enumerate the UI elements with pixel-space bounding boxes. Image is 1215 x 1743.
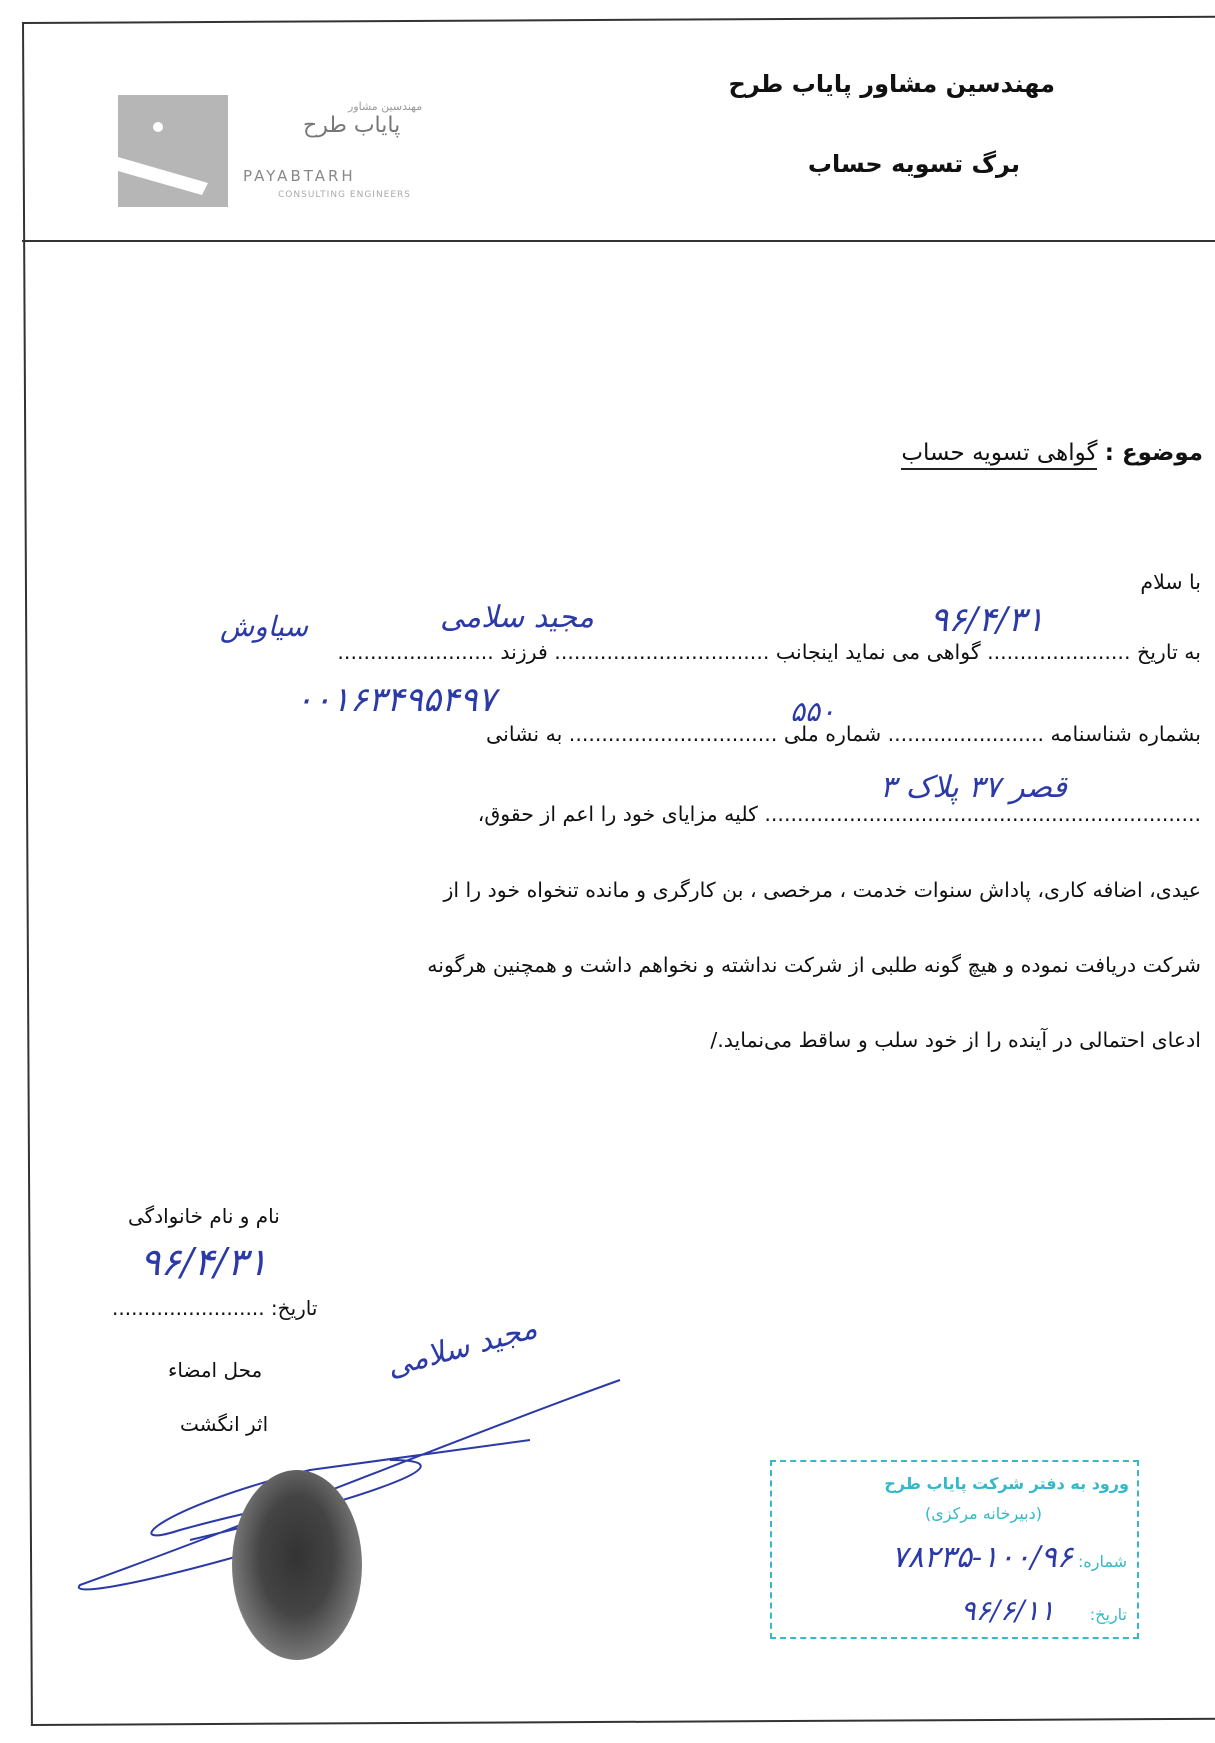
logo-text-en: PAYABTARH	[243, 167, 356, 185]
form-title: برگ تسویه حساب	[807, 150, 1020, 178]
stamp-number-value: ۱۰۰/۹۶-۷۸۲۳۵	[891, 1540, 1073, 1575]
body-line-3: ................................................................... کلیه مزایای خود را اعم از حقوق،	[477, 802, 1201, 826]
stamp-date-value: ۹۶/۶/۱۱	[960, 1594, 1055, 1627]
header-divider	[22, 240, 1215, 242]
handwritten-id-number: ۵۵۰	[790, 695, 836, 728]
stamp-number-label: شماره:	[1077, 1552, 1127, 1571]
company-logo	[118, 95, 463, 210]
subject-line	[901, 440, 1203, 466]
signature-place-label: محل امضاء	[168, 1358, 263, 1382]
logo-text-small: مهندسین مشاور	[348, 100, 423, 113]
body-line-5: شرکت دریافت نموده و هیچ گونه طلبی از شرکت نداشته و نخواهم داشت و همچنین هرگونه	[427, 953, 1201, 977]
stamp-title: ورود به دفتر شرکت پایاب طرح	[884, 1474, 1129, 1493]
body-line-4: عیدی، اضافه کاری، پاداش سنوات خدمت ، مرخصی ، بن کارگری و مانده تنخواه خود را از	[443, 878, 1201, 902]
handwritten-signature: مجید سلامی	[383, 1310, 541, 1385]
logo-mark-icon	[118, 95, 228, 207]
registration-stamp	[770, 1460, 1139, 1639]
body-line-1: به تاریخ ...................... گواهی می نماید اینجانب ................................. فرزند ........................	[337, 640, 1201, 664]
handwritten-father: سیاوش	[220, 610, 309, 643]
greeting: با سلام	[1140, 570, 1201, 594]
subject-label: موضوع :	[1104, 440, 1203, 466]
handwritten-address: قصر ۳۷ پلاک ۳	[880, 770, 1067, 805]
date-label: تاریخ: ........................	[112, 1296, 318, 1320]
handwritten-sign-date: ۹۶/۴/۳۱	[140, 1240, 268, 1284]
logo-text-en-sub: CONSULTING ENGINEERS	[278, 190, 412, 200]
handwritten-name: مجید سلامی	[440, 600, 594, 635]
subject-value: گواهی تسویه حساب	[901, 440, 1097, 470]
handwritten-national-code: ۰۰۱۶۳۴۹۵۴۹۷	[295, 680, 496, 720]
stamp-date-row	[961, 1594, 1127, 1627]
stamp-date-label: تاریخ:	[1089, 1605, 1127, 1624]
fingerprint-label: اثر انگشت	[180, 1412, 269, 1436]
logo-text-fa: پایاب طرح	[303, 113, 401, 138]
handwritten-date: ۹۶/۴/۳۱	[930, 600, 1045, 640]
name-label: نام و نام خانوادگی	[128, 1204, 280, 1228]
body-line-2: بشماره شناسنامه ........................ شماره ملی ................................ به نشانی	[486, 722, 1201, 746]
company-name: مهندسین مشاور پایاب طرح	[728, 70, 1055, 98]
stamp-number-row	[891, 1540, 1127, 1575]
stamp-subtitle: (دبیرخانه مرکزی)	[925, 1504, 1042, 1523]
body-line-6: ادعای احتمالی در آینده را از خود سلب و ساقط می‌نماید./	[710, 1028, 1201, 1052]
fingerprint	[232, 1470, 362, 1660]
